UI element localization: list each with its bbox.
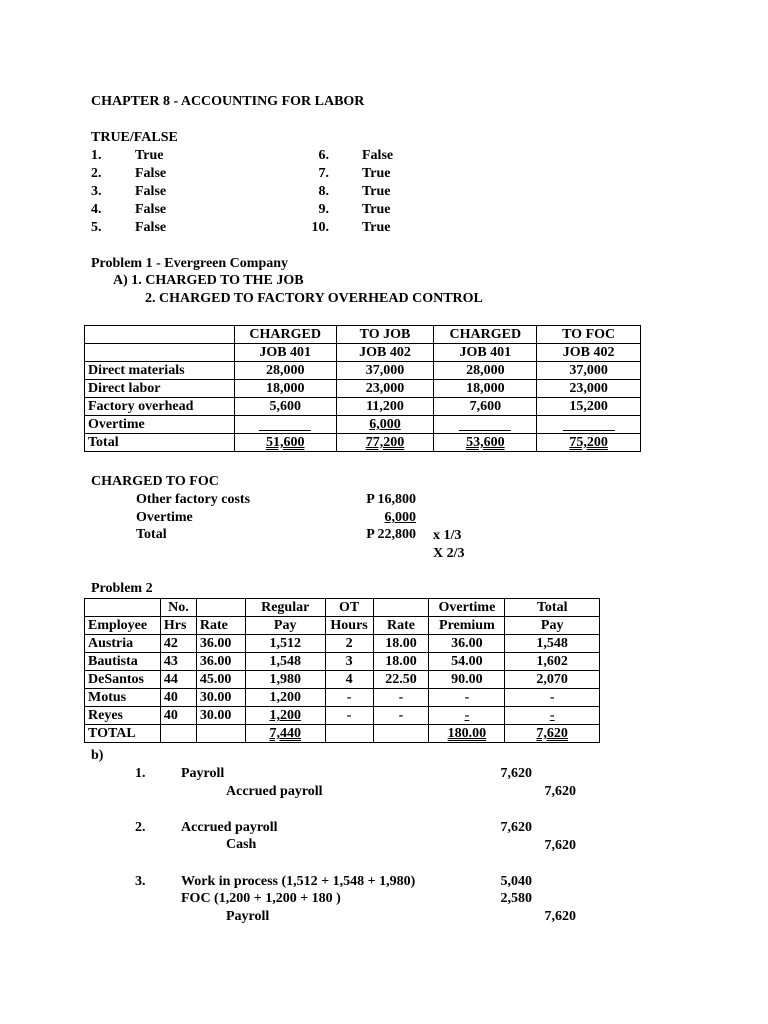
blank-underline bbox=[259, 418, 311, 431]
table-cell bbox=[429, 725, 505, 743]
total-value: 75,200 bbox=[569, 435, 608, 450]
entry-number: 3. bbox=[135, 874, 146, 889]
total-pay-value: - bbox=[549, 708, 555, 723]
table-row bbox=[85, 707, 600, 725]
total-pay: 7,620 bbox=[536, 726, 568, 741]
table-cell bbox=[325, 725, 373, 743]
table-cell: 44 bbox=[160, 671, 196, 689]
tf-answer: True bbox=[362, 202, 391, 217]
column-header: Pay bbox=[505, 617, 600, 635]
foc-other-label: Other factory costs bbox=[136, 492, 251, 507]
column-header: JOB 402 bbox=[336, 344, 434, 362]
table-cell: 4 bbox=[325, 671, 373, 689]
table-cell: 18.00 bbox=[373, 635, 429, 653]
row-label: Factory overhead bbox=[85, 398, 235, 416]
tf-num: 9. bbox=[318, 202, 329, 217]
table-cell: - bbox=[325, 689, 373, 707]
table-cell: 54.00 bbox=[429, 653, 505, 671]
table-cell: 36.00 bbox=[196, 653, 245, 671]
tf-num: 4. bbox=[91, 202, 102, 217]
table-cell bbox=[537, 434, 641, 452]
table-cell: 30.00 bbox=[196, 707, 245, 725]
row-label: Direct materials bbox=[85, 362, 235, 380]
table-row bbox=[85, 671, 600, 689]
column-header: CHARGED bbox=[434, 326, 537, 344]
column-header: Overtime bbox=[429, 599, 505, 617]
table-row bbox=[85, 725, 600, 743]
table-cell: 43 bbox=[160, 653, 196, 671]
column-header: Hrs bbox=[160, 617, 196, 635]
foc-multiplier: x 1/3 bbox=[433, 528, 462, 543]
column-header: No. bbox=[160, 599, 196, 617]
table-cell bbox=[537, 416, 641, 434]
tf-answer: True bbox=[362, 166, 391, 181]
entry-debit-amount: 5,040 bbox=[500, 874, 532, 889]
table-cell: 30.00 bbox=[196, 689, 245, 707]
total-label: TOTAL bbox=[85, 725, 161, 743]
table-cell: 1,602 bbox=[505, 653, 600, 671]
regular-pay-value: 1,200 bbox=[269, 708, 301, 723]
tf-num: 7. bbox=[318, 166, 329, 181]
table-row bbox=[85, 599, 600, 617]
entry-number: 2. bbox=[135, 820, 146, 835]
problem2-heading: Problem 2 bbox=[91, 581, 153, 596]
tf-answer: True bbox=[362, 220, 391, 235]
row-label: Total bbox=[85, 434, 235, 452]
entry-debit-account: Accrued payroll bbox=[181, 820, 278, 835]
tf-num: 2. bbox=[91, 166, 102, 181]
column-header: Regular bbox=[245, 599, 325, 617]
entry-debit-amount-2: 2,580 bbox=[500, 891, 532, 906]
foc-overtime-label: Overtime bbox=[136, 510, 193, 525]
table-cell bbox=[336, 434, 434, 452]
table-cell bbox=[160, 725, 196, 743]
tf-heading: TRUE/FALSE bbox=[91, 130, 178, 145]
table-row bbox=[85, 653, 600, 671]
table-cell: 7,600 bbox=[434, 398, 537, 416]
tf-answer: False bbox=[135, 202, 167, 217]
table-cell bbox=[505, 725, 600, 743]
table-cell: - bbox=[373, 689, 429, 707]
table-cell bbox=[196, 725, 245, 743]
overtime-value: 6,000 bbox=[369, 417, 401, 432]
table-cell: - bbox=[325, 707, 373, 725]
tf-answer: False bbox=[135, 184, 167, 199]
table-row bbox=[85, 635, 600, 653]
table-row bbox=[85, 344, 641, 362]
table-row bbox=[85, 416, 641, 434]
entry-credit-amount: 7,620 bbox=[544, 784, 576, 799]
employee-name: Bautista bbox=[85, 653, 161, 671]
entry-debit-account-2: FOC (1,200 + 1,200 + 180 ) bbox=[181, 891, 341, 906]
table-cell bbox=[234, 416, 336, 434]
table-cell bbox=[434, 416, 537, 434]
employee-name: Reyes bbox=[85, 707, 161, 725]
tf-answer: True bbox=[362, 184, 391, 199]
table-cell: 36.00 bbox=[196, 635, 245, 653]
problem1-table bbox=[84, 325, 641, 452]
table-row bbox=[85, 398, 641, 416]
table-cell: 22.50 bbox=[373, 671, 429, 689]
table-row bbox=[85, 689, 600, 707]
table-row bbox=[85, 326, 641, 344]
total-value: 53,600 bbox=[466, 435, 505, 450]
entry-credit-account: Accrued payroll bbox=[226, 784, 323, 799]
table-cell bbox=[234, 434, 336, 452]
table-cell: 1,548 bbox=[505, 635, 600, 653]
table-cell: 18.00 bbox=[373, 653, 429, 671]
tf-num: 5. bbox=[91, 220, 102, 235]
table-cell: - bbox=[505, 689, 600, 707]
tf-answer: False bbox=[135, 166, 167, 181]
column-header: JOB 401 bbox=[434, 344, 537, 362]
tf-num: 8. bbox=[318, 184, 329, 199]
table-cell: 45.00 bbox=[196, 671, 245, 689]
entry-credit-account: Payroll bbox=[226, 909, 270, 924]
tf-answer: False bbox=[362, 148, 394, 163]
table-cell bbox=[373, 599, 429, 617]
table-cell: - bbox=[373, 707, 429, 725]
table-cell: 37,000 bbox=[336, 362, 434, 380]
column-header: Employee bbox=[85, 617, 161, 635]
entry-debit-amount: 7,620 bbox=[500, 820, 532, 835]
employee-name: DeSantos bbox=[85, 671, 161, 689]
table-cell bbox=[429, 707, 505, 725]
problem1-part-a2: 2. CHARGED TO FACTORY OVERHEAD CONTROL bbox=[145, 291, 483, 306]
entry-debit-account: Work in process (1,512 + 1,548 + 1,980) bbox=[181, 874, 416, 889]
tf-answer: False bbox=[135, 220, 167, 235]
table-cell: 42 bbox=[160, 635, 196, 653]
column-header: Premium bbox=[429, 617, 505, 635]
entry-credit-account: Cash bbox=[226, 837, 257, 852]
blank-underline bbox=[459, 418, 511, 431]
table-cell: 2 bbox=[325, 635, 373, 653]
table-cell bbox=[245, 725, 325, 743]
table-cell: 11,200 bbox=[336, 398, 434, 416]
foc-other-value: P 16,800 bbox=[366, 492, 416, 507]
table-row bbox=[85, 380, 641, 398]
table-cell: 28,000 bbox=[234, 362, 336, 380]
table-cell: 40 bbox=[160, 689, 196, 707]
table-cell: - bbox=[429, 689, 505, 707]
problem2-table bbox=[84, 598, 600, 743]
table-cell: 1,200 bbox=[245, 689, 325, 707]
table-cell: 5,600 bbox=[234, 398, 336, 416]
table-cell: 37,000 bbox=[537, 362, 641, 380]
column-header: TO FOC bbox=[537, 326, 641, 344]
table-cell: 1,980 bbox=[245, 671, 325, 689]
entry-debit-account: Payroll bbox=[181, 766, 225, 781]
blank-underline bbox=[563, 418, 615, 431]
column-header: Rate bbox=[373, 617, 429, 635]
column-header: JOB 401 bbox=[234, 344, 336, 362]
tf-num: 10. bbox=[311, 220, 329, 235]
total-value: 51,600 bbox=[265, 435, 305, 450]
table-cell bbox=[373, 725, 429, 743]
table-cell: 40 bbox=[160, 707, 196, 725]
row-label: Direct labor bbox=[85, 380, 235, 398]
column-header: Rate bbox=[196, 617, 245, 635]
table-cell: 2,070 bbox=[505, 671, 600, 689]
table-cell: 15,200 bbox=[537, 398, 641, 416]
total-premium: 180.00 bbox=[447, 726, 487, 741]
part-b-label: b) bbox=[91, 748, 104, 763]
total-value: 77,200 bbox=[365, 435, 405, 450]
table-cell: 18,000 bbox=[434, 380, 537, 398]
foc-total-value: P 22,800 bbox=[366, 527, 416, 542]
table-cell bbox=[85, 326, 235, 344]
tf-num: 1. bbox=[91, 148, 102, 163]
table-row bbox=[85, 434, 641, 452]
table-cell: 36.00 bbox=[429, 635, 505, 653]
table-cell bbox=[85, 344, 235, 362]
column-header: CHARGED bbox=[234, 326, 336, 344]
column-header: Hours bbox=[325, 617, 373, 635]
table-cell: 18,000 bbox=[234, 380, 336, 398]
table-cell: 1,548 bbox=[245, 653, 325, 671]
table-cell bbox=[85, 599, 161, 617]
table-cell: 3 bbox=[325, 653, 373, 671]
table-cell bbox=[434, 434, 537, 452]
foc-total-label: Total bbox=[136, 527, 167, 542]
table-row bbox=[85, 362, 641, 380]
total-regular-pay: 7,440 bbox=[269, 726, 301, 741]
employee-name: Austria bbox=[85, 635, 161, 653]
table-cell: 28,000 bbox=[434, 362, 537, 380]
table-cell bbox=[245, 707, 325, 725]
chapter-title: CHAPTER 8 - ACCOUNTING FOR LABOR bbox=[91, 94, 365, 109]
foc-heading: CHARGED TO FOC bbox=[91, 474, 219, 489]
tf-num: 3. bbox=[91, 184, 102, 199]
tf-answer: True bbox=[135, 148, 164, 163]
employee-name: Motus bbox=[85, 689, 161, 707]
table-cell bbox=[336, 416, 434, 434]
table-cell: 1,512 bbox=[245, 635, 325, 653]
tf-num: 6. bbox=[318, 148, 329, 163]
column-header: OT bbox=[325, 599, 373, 617]
problem1-heading: Problem 1 - Evergreen Company bbox=[91, 256, 289, 271]
table-cell: 23,000 bbox=[336, 380, 434, 398]
problem1-part-a1: A) 1. CHARGED TO THE JOB bbox=[113, 273, 304, 288]
table-cell: 90.00 bbox=[429, 671, 505, 689]
table-cell: 23,000 bbox=[537, 380, 641, 398]
premium-value: - bbox=[464, 708, 470, 723]
table-cell bbox=[505, 707, 600, 725]
column-header: TO JOB bbox=[336, 326, 434, 344]
foc-multiplier: X 2/3 bbox=[433, 546, 465, 561]
column-header: Total bbox=[505, 599, 600, 617]
entry-number: 1. bbox=[135, 766, 146, 781]
entry-credit-amount: 7,620 bbox=[544, 838, 576, 853]
entry-debit-amount: 7,620 bbox=[500, 766, 532, 781]
foc-overtime-value: 6,000 bbox=[384, 510, 416, 525]
table-row bbox=[85, 617, 600, 635]
column-header: JOB 402 bbox=[537, 344, 641, 362]
table-cell bbox=[196, 599, 245, 617]
entry-credit-amount: 7,620 bbox=[544, 909, 576, 924]
row-label: Overtime bbox=[85, 416, 235, 434]
column-header: Pay bbox=[245, 617, 325, 635]
